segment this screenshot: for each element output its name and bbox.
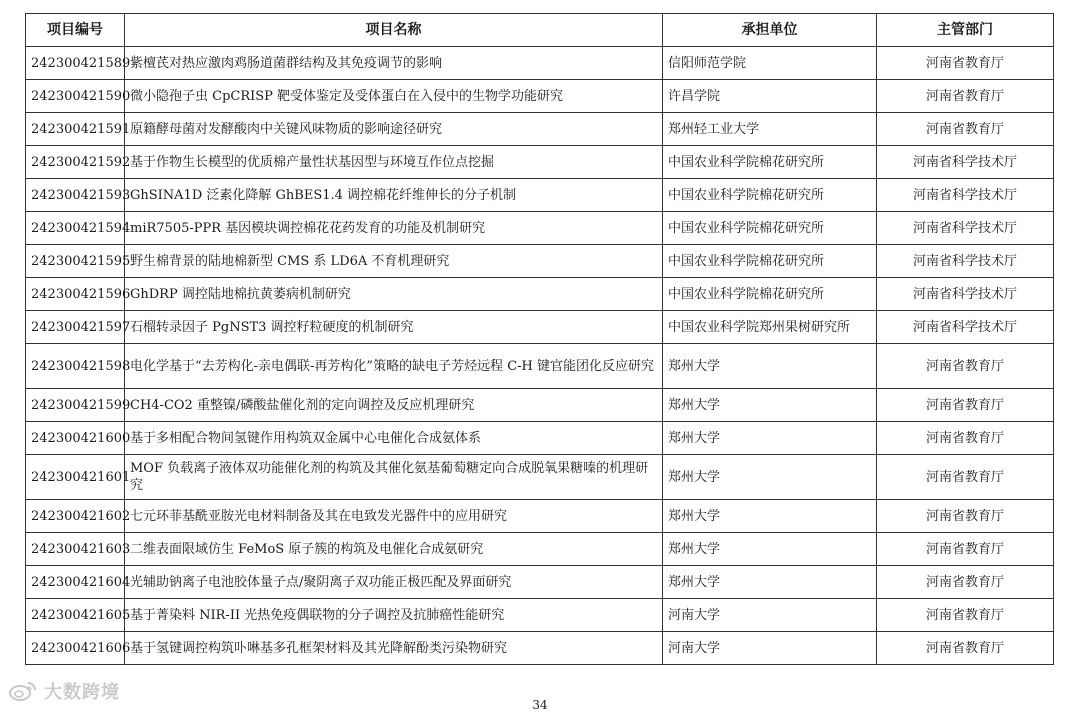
cell-department: 河南省教育厅 — [877, 344, 1054, 389]
cell-project-id: 242300421589 — [26, 47, 125, 80]
cell-project-name: 原籍酵母菌对发酵酸肉中关键风味物质的影响途径研究 — [125, 113, 663, 146]
cell-unit: 中国农业科学院郑州果树研究所 — [663, 311, 877, 344]
cell-unit: 中国农业科学院棉花研究所 — [663, 146, 877, 179]
cell-department: 河南省教育厅 — [877, 599, 1054, 632]
table-row — [26, 245, 1054, 278]
cell-project-id: 242300421593 — [26, 179, 125, 212]
cell-department: 河南省科学技术厅 — [877, 311, 1054, 344]
cell-unit: 许昌学院 — [663, 80, 877, 113]
table-row — [26, 113, 1054, 146]
table-row — [26, 389, 1054, 422]
cell-project-name: miR7505-PPR 基因模块调控棉花花药发育的功能及机制研究 — [125, 212, 663, 245]
table-row — [26, 278, 1054, 311]
cell-project-name: 七元环菲基酰亚胺光电材料制备及其在电致发光器件中的应用研究 — [125, 500, 663, 533]
table-row — [26, 47, 1054, 80]
cell-unit: 河南大学 — [663, 632, 877, 665]
cell-unit: 中国农业科学院棉花研究所 — [663, 212, 877, 245]
cell-project-id: 242300421602 — [26, 500, 125, 533]
cell-department: 河南省教育厅 — [877, 422, 1054, 455]
cell-department: 河南省科学技术厅 — [877, 278, 1054, 311]
cell-project-id: 242300421601 — [26, 455, 125, 500]
cell-department: 河南省科学技术厅 — [877, 212, 1054, 245]
table-row — [26, 146, 1054, 179]
cell-unit: 中国农业科学院棉花研究所 — [663, 278, 877, 311]
cell-project-name: 基于氢键调控构筑卟啉基多孔框架材料及其光降解酚类污染物研究 — [125, 632, 663, 665]
table-row — [26, 500, 1054, 533]
cell-project-name: 光辅助钠离子电池胶体量子点/聚阴离子双功能正极匹配及界面研究 — [125, 566, 663, 599]
table-row — [26, 311, 1054, 344]
header-department: 主管部门 — [877, 14, 1054, 47]
table-row — [26, 566, 1054, 599]
cell-project-id: 242300421597 — [26, 311, 125, 344]
cell-unit: 郑州大学 — [663, 344, 877, 389]
cell-unit: 郑州大学 — [663, 500, 877, 533]
cell-department: 河南省教育厅 — [877, 632, 1054, 665]
cell-project-name: 石榴转录因子 PgNST3 调控籽粒硬度的机制研究 — [125, 311, 663, 344]
cell-project-id: 242300421591 — [26, 113, 125, 146]
cell-department: 河南省科学技术厅 — [877, 179, 1054, 212]
cell-project-name: GhDRP 调控陆地棉抗黄萎病机制研究 — [125, 278, 663, 311]
cell-project-id: 242300421604 — [26, 566, 125, 599]
cell-project-id: 242300421592 — [26, 146, 125, 179]
cell-unit: 中国农业科学院棉花研究所 — [663, 245, 877, 278]
table-row — [26, 632, 1054, 665]
cell-department: 河南省教育厅 — [877, 80, 1054, 113]
cell-department: 河南省教育厅 — [877, 566, 1054, 599]
table-row — [26, 179, 1054, 212]
cell-project-name: 电化学基于“去芳构化-亲电偶联-再芳构化”策略的缺电子芳烃远程 C-H 键官能团化反应研究 — [125, 344, 663, 389]
cell-project-id: 242300421606 — [26, 632, 125, 665]
cell-project-id: 242300421594 — [26, 212, 125, 245]
cell-project-id: 242300421596 — [26, 278, 125, 311]
cell-department: 河南省教育厅 — [877, 113, 1054, 146]
cell-project-name: 基于菁染料 NIR-II 光热免疫偶联物的分子调控及抗肺癌性能研究 — [125, 599, 663, 632]
cell-unit: 郑州大学 — [663, 566, 877, 599]
cell-project-name: 紫檀芪对热应激肉鸡肠道菌群结构及其免疫调节的影响 — [125, 47, 663, 80]
cell-project-name: MOF 负载离子液体双功能催化剂的构筑及其催化氨基葡萄糖定向合成脱氧果糖嗪的机理研究 — [125, 455, 663, 500]
table-row — [26, 80, 1054, 113]
cell-project-name: 基于多相配合物间氢键作用构筑双金属中心电催化合成氨体系 — [125, 422, 663, 455]
cell-department: 河南省教育厅 — [877, 47, 1054, 80]
cell-project-name: 二维表面限域仿生 FeMoS 原子簇的构筑及电催化合成氨研究 — [125, 533, 663, 566]
cell-project-id: 242300421603 — [26, 533, 125, 566]
cell-unit: 信阳师范学院 — [663, 47, 877, 80]
cell-project-name: 基于作物生长模型的优质棉产量性状基因型与环境互作位点挖掘 — [125, 146, 663, 179]
cell-project-id: 242300421590 — [26, 80, 125, 113]
cell-unit: 郑州大学 — [663, 389, 877, 422]
cell-project-id: 242300421605 — [26, 599, 125, 632]
table-row — [26, 422, 1054, 455]
cell-department: 河南省教育厅 — [877, 533, 1054, 566]
cell-unit: 郑州大学 — [663, 455, 877, 500]
cell-department: 河南省科学技术厅 — [877, 245, 1054, 278]
cell-unit: 河南大学 — [663, 599, 877, 632]
table-header-row — [26, 14, 1054, 47]
cell-unit: 郑州大学 — [663, 422, 877, 455]
table-row — [26, 212, 1054, 245]
table-row — [26, 455, 1054, 500]
cell-unit: 郑州大学 — [663, 533, 877, 566]
cell-department: 河南省教育厅 — [877, 500, 1054, 533]
table-row — [26, 533, 1054, 566]
cell-project-name: 微小隐孢子虫 CpCRISP 靶受体鉴定及受体蛋白在入侵中的生物学功能研究 — [125, 80, 663, 113]
header-unit: 承担单位 — [663, 14, 877, 47]
cell-unit: 中国农业科学院棉花研究所 — [663, 179, 877, 212]
cell-project-name: 野生棉背景的陆地棉新型 CMS 系 LD6A 不育机理研究 — [125, 245, 663, 278]
project-table — [25, 13, 1054, 665]
cell-project-name: CH4-CO2 重整镍/磷酸盐催化剂的定向调控及反应机理研究 — [125, 389, 663, 422]
header-project-id: 项目编号 — [26, 14, 125, 47]
cell-project-name: GhSINA1D 泛素化降解 GhBES1.4 调控棉花纤维伸长的分子机制 — [125, 179, 663, 212]
table-row — [26, 344, 1054, 389]
cell-project-id: 242300421599 — [26, 389, 125, 422]
cell-department: 河南省教育厅 — [877, 389, 1054, 422]
cell-project-id: 242300421598 — [26, 344, 125, 389]
header-project-name: 项目名称 — [125, 14, 663, 47]
table-row — [26, 599, 1054, 632]
cell-project-id: 242300421595 — [26, 245, 125, 278]
cell-unit: 郑州轻工业大学 — [663, 113, 877, 146]
cell-department: 河南省科学技术厅 — [877, 146, 1054, 179]
watermark-text: 大数跨境 — [44, 682, 120, 703]
page-number: 34 — [532, 698, 548, 712]
cell-project-id: 242300421600 — [26, 422, 125, 455]
cell-department: 河南省教育厅 — [877, 455, 1054, 500]
